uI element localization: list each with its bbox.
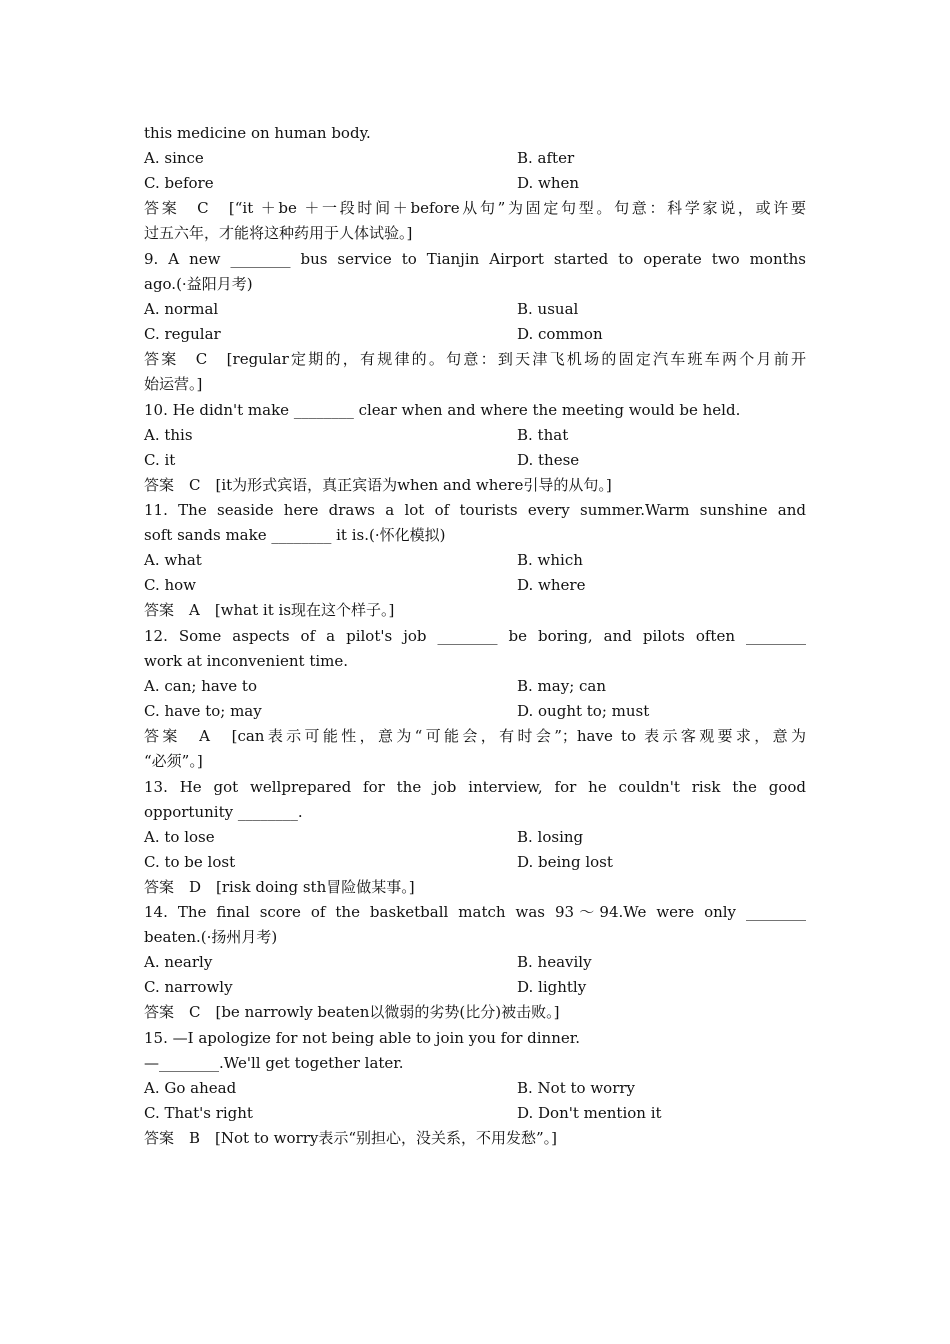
q11-option-a: A. what [144,551,202,569]
q9-option-c: C. regular [144,325,221,343]
q11-option-d: D. where [517,576,586,594]
q13-stem-line-2: opportunity ________. [144,803,303,821]
q8-answer-line-1: 答案 C [“it ＋be ＋一段时间＋before从句”为固定句型。句意：科学家说，或许要 [144,199,806,217]
q13-stem-line-1: 13. He got wellprepared for the job interview, for he couldn't risk the good [144,778,806,796]
q10-option-b: B. that [517,426,569,444]
q11-answer-line-1: 答案 A [what it is现在这个样子。] [144,601,395,619]
q9-option-b: B. usual [517,300,579,318]
q12-option-a: A. can; have to [144,677,257,695]
q13-option-a: A. to lose [144,828,215,846]
q11-option-c: C. how [144,576,197,594]
q12-option-d: D. ought to; must [517,702,650,720]
q14-option-c: C. narrowly [144,978,233,996]
q10-answer-line-1: 答案 C [it为形式宾语，真正宾语为when and where引导的从句。] [144,476,612,494]
q15-option-a: A. Go ahead [144,1079,237,1097]
q14-option-a: A. nearly [144,953,213,971]
q9-stem-line-2: ago.(·益阳月考) [144,275,253,293]
q12-option-b: B. may; can [517,677,607,695]
q9-answer-line-1: 答案 C [regular定期的，有规律的。句意：到天津飞机场的固定汽车班车两个月前开 [144,350,806,368]
q15-option-c: C. That's right [144,1104,253,1122]
q10-option-a: A. this [144,426,193,444]
q10-stem-line-1: 10. He didn't make ________ clear when and where the meeting would be held. [144,401,741,419]
q11-stem-line-1: 11. The seaside here draws a lot of tourists every summer.Warm sunshine and [144,501,806,519]
q10-option-d: D. these [517,451,580,469]
q15-option-d: D. Don't mention it [517,1104,662,1122]
q15-answer-line-1: 答案 B [Not to worry表示“别担心，没关系，不用发愁”。] [144,1129,558,1147]
q8-option-c: C. before [144,174,214,192]
q8-option-b: B. after [517,149,575,167]
q15-option-b: B. Not to worry [517,1079,636,1097]
q12-stem-line-1: 12. Some aspects of a pilot's job ________ be boring, and pilots often ________ [144,627,806,645]
q8-option-a: A. since [144,149,204,167]
q9-answer-line-2: 始运营。] [144,375,203,393]
q13-option-c: C. to be lost [144,853,236,871]
q13-answer-line-1: 答案 D [risk doing sth冒险做某事。] [144,878,415,896]
q13-option-d: D. being lost [517,853,613,871]
q10-option-c: C. it [144,451,176,469]
q11-stem-line-2: soft sands make ________ it is.(·怀化模拟) [144,526,446,544]
q13-option-b: B. losing [517,828,584,846]
q8-answer-line-2: 过五六年，才能将这种药用于人体试验。] [144,224,413,242]
q12-option-c: C. have to; may [144,702,262,720]
question-8-continuation: this medicine on human body. [144,124,371,142]
q12-answer-line-1: 答案 A [can表示可能性，意为“可能会，有时会”；have to 表示客观要求，意为 [144,727,806,745]
q9-option-d: D. common [517,325,603,343]
q8-option-d: D. when [517,174,580,192]
q14-option-d: D. lightly [517,978,587,996]
q15-stem-line-2: —________.We'll get together later. [144,1054,404,1072]
q12-stem-line-2: work at inconvenient time. [144,652,349,670]
q9-option-a: A. normal [144,300,219,318]
q14-stem-line-1: 14. The final score of the basketball match was 93～94.We were only ________ [144,903,806,921]
q15-stem-line-1: 15. —I apologize for not being able to join you for dinner. [144,1029,581,1047]
q11-option-b: B. which [517,551,583,569]
q14-answer-line-1: 答案 C [be narrowly beaten以微弱的劣势(比分)被击败。] [144,1003,560,1021]
q9-stem-line-1: 9. A new ________ bus service to Tianjin Airport started to operate two months [144,250,806,268]
q12-answer-line-2: “必须”。] [144,752,203,770]
q14-option-b: B. heavily [517,953,592,971]
q14-stem-line-2: beaten.(·扬州月考) [144,928,278,946]
